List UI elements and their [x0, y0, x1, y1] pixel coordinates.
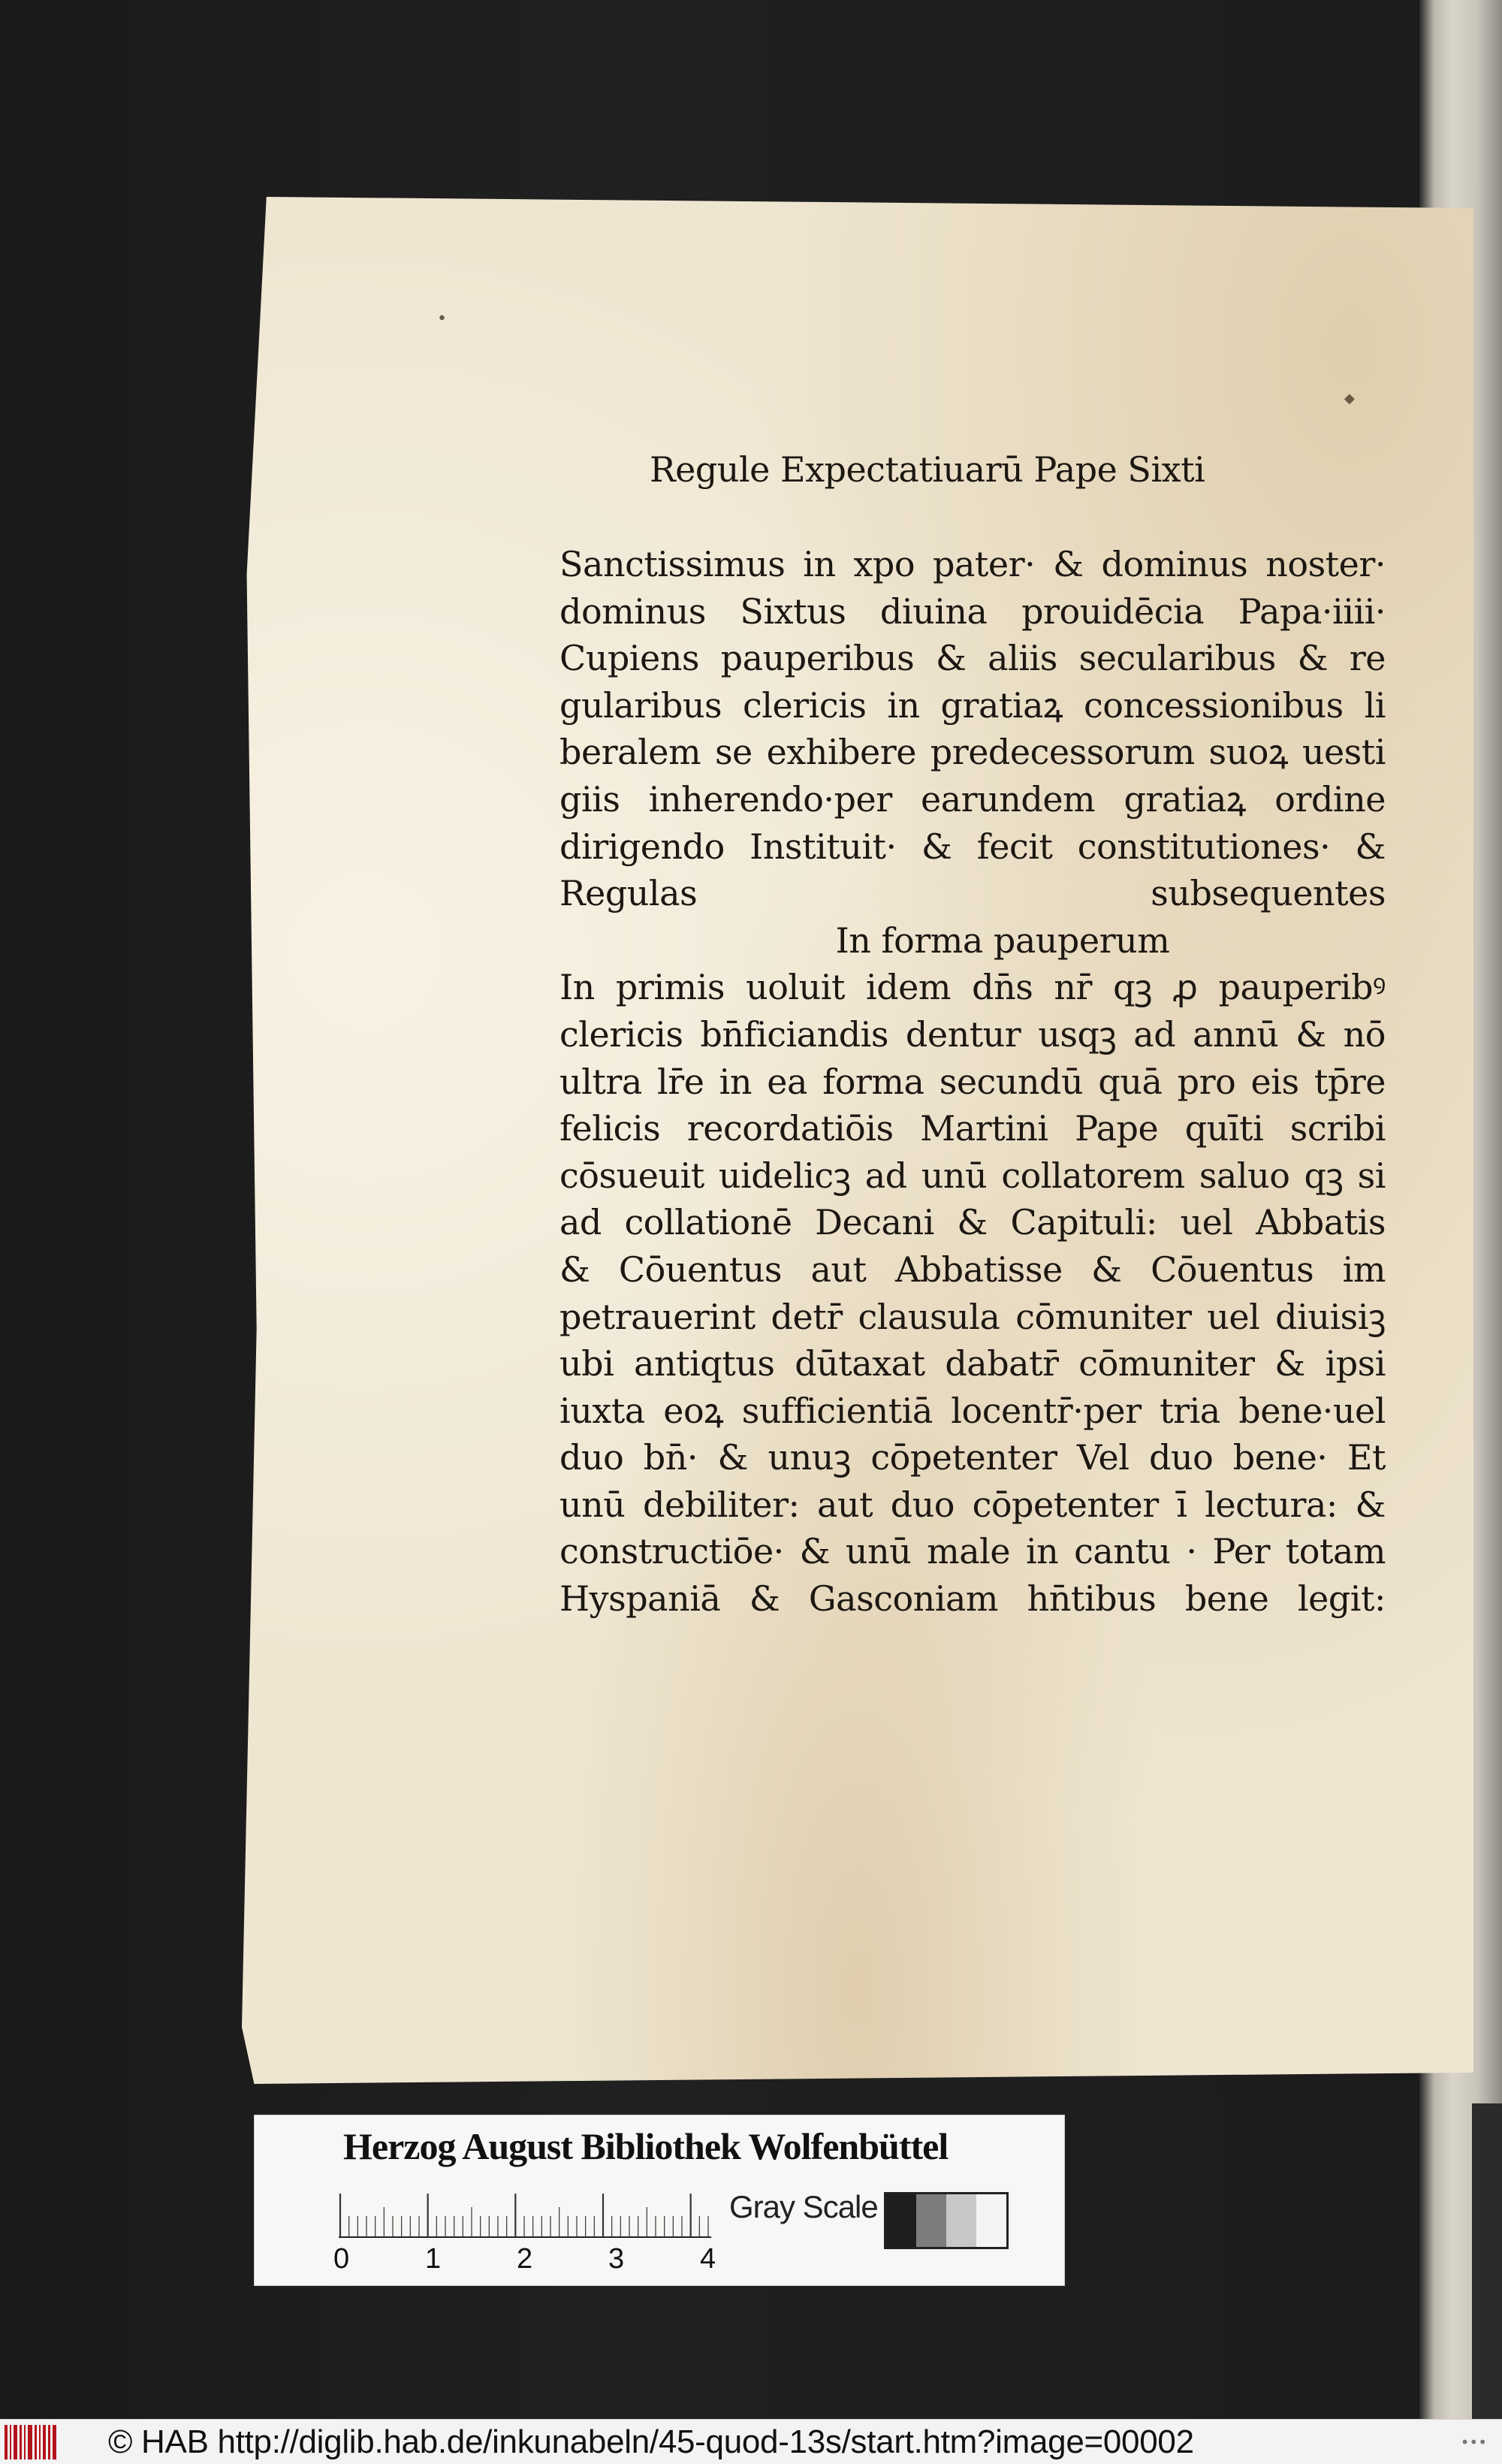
- gray-patch: [886, 2194, 916, 2247]
- logo-bar: [20, 2425, 22, 2459]
- scale-ruler: [339, 2191, 711, 2239]
- logo-bar: [10, 2425, 11, 2459]
- text-line: cōsueuit uidelicꝫ ad unū collatorem saluo qꝫ si: [559, 1155, 1386, 1196]
- text-line: ad collationē Decani & Capituli: uel Abbatis: [559, 1202, 1386, 1243]
- ruler-number: 4: [700, 2243, 716, 2275]
- page-mark: ◆: [1344, 391, 1355, 406]
- card-title: Herzog August Bibliothek Wolfenbüttel: [343, 2125, 949, 2167]
- gray-scale-label: Gray Scale: [729, 2189, 878, 2224]
- text-line: beralem se exhibere predecessorum suoꝝ uesti: [559, 732, 1386, 773]
- logo-bar: [14, 2425, 17, 2459]
- text-line: petrauerint detr̄ clausula cōmuniter uel diuisiꝫ: [559, 1296, 1386, 1337]
- heading-spacer: [559, 443, 1386, 541]
- paragraph-2: [559, 964, 1386, 1622]
- logo-bar: [48, 2425, 50, 2459]
- ruler-number: 3: [608, 2243, 625, 2275]
- text-line: Sanctissimus in xpo pater· & dominus noster·: [559, 544, 1386, 584]
- footer-bar: [0, 2419, 1502, 2464]
- text-line: In primis uoluit idem dn̄s nr̄ qꝫ ꝓ pauperibꝰ: [559, 967, 1386, 1008]
- ruler-number: 0: [333, 2243, 350, 2275]
- text-line: felicis recordatiōis Martini Pape quīti scribi: [559, 1108, 1386, 1149]
- text-line: dominus Sixtus diuina prouidēcia Papa·iiii·: [559, 590, 1386, 632]
- logo-bar: [53, 2425, 56, 2459]
- paragraph-1: [559, 541, 1386, 917]
- logo-bar: [24, 2425, 26, 2459]
- gray-scale-patches: [884, 2192, 1009, 2249]
- section-heading: In forma pauperum: [835, 919, 1170, 961]
- text-line: iuxta eoꝝ sufficientiā locentr̄·per tria bene·uel: [559, 1390, 1386, 1431]
- text-line: duo bn̄· & unuꝫ cōpetenter Vel duo bene· Et: [559, 1437, 1386, 1478]
- document-heading: Regule Expectatiuarū Pape Sixti: [650, 449, 1205, 490]
- text-line: clericis bn̄ficiandis dentur usqꝫ ad annū & nō: [559, 1013, 1386, 1055]
- more-dots-icon: •••: [1460, 2433, 1487, 2451]
- logo-bar: [43, 2425, 46, 2459]
- document-body: [559, 443, 1386, 1623]
- gray-patch: [916, 2194, 946, 2247]
- text-line: Cupiens pauperibus & aliis secularibus & re: [559, 638, 1386, 679]
- footer-copyright-link[interactable]: © HAB http://diglib.hab.de/inkunabeln/45-quod-13s/start.htm?image=00002: [108, 2423, 1194, 2460]
- text-line: gularibus clericis in gratiaꝝ concessionibus li: [559, 684, 1386, 726]
- text-line: ultra lr̄e in ea forma secundū quā pro eis tp̄re: [559, 1061, 1386, 1102]
- page-mark: •: [437, 310, 447, 328]
- text-line: Hyspaniā & Gasconiam hn̄tibus bene legit:: [559, 1578, 1386, 1620]
- logo-bar: [35, 2425, 37, 2459]
- logo-bar: [5, 2425, 8, 2459]
- hab-barcode-logo-icon: [5, 2425, 65, 2459]
- text-line: giis inherendo·per earundem gratiaꝝ ordine: [559, 778, 1386, 820]
- text-line: dirigendo Instituit· & fecit constitutiones· &: [559, 826, 1386, 867]
- text-line: ubi antiqtus dūtaxat dabatr̄ cōmuniter & ipsi: [559, 1343, 1386, 1384]
- gray-patch: [976, 2194, 1006, 2247]
- gray-patch: [946, 2194, 976, 2247]
- text-line: Regulas subsequentes: [559, 873, 1386, 914]
- logo-bar: [28, 2425, 32, 2459]
- ruler-numbers: [333, 2243, 724, 2276]
- text-line: & Cōuentus aut Abbatisse & Cōuentus im: [559, 1249, 1386, 1290]
- text-line: constructiōe· & unū male in cantu · Per totam: [559, 1531, 1386, 1572]
- ruler-number: 1: [425, 2243, 442, 2275]
- logo-bar: [39, 2425, 41, 2459]
- text-line: unū debiliter: aut duo cōpetenter ī lectura: &: [559, 1484, 1386, 1525]
- color-calibration-card: [254, 2115, 1065, 2286]
- binding-shadow: [1472, 2103, 1502, 2419]
- ruler-number: 2: [517, 2243, 533, 2275]
